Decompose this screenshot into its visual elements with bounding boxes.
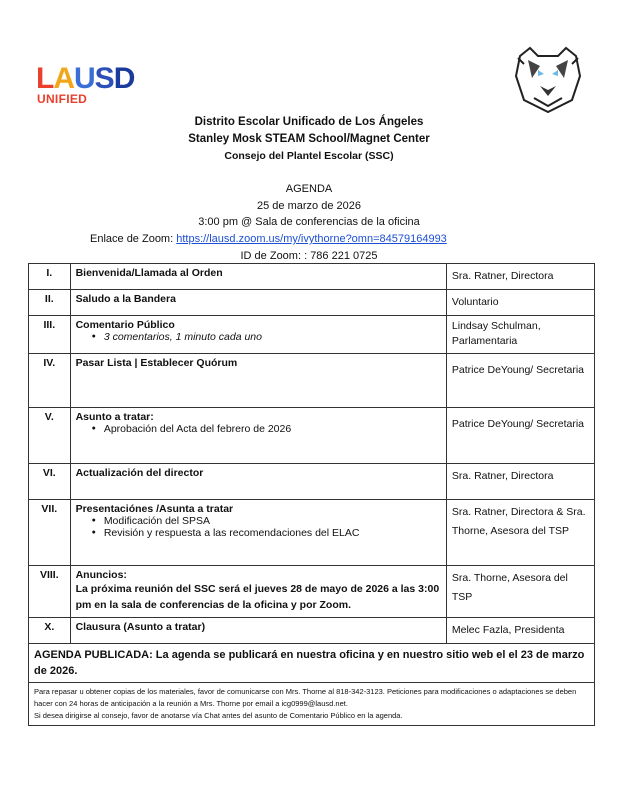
item-number: I. bbox=[29, 264, 71, 290]
published-notice: AGENDA PUBLICADA: La agenda se publicará en nuestra oficina y en nuestro sitio web el el 23 de marzo de 2026. bbox=[34, 649, 585, 677]
item-bullet: ● Modificación del SPSA bbox=[76, 515, 441, 527]
council-name: Consejo del Plantel Escolar (SSC) bbox=[224, 150, 394, 162]
item-presenter: Sra. Ratner, Directora bbox=[446, 464, 594, 500]
logo-subtext: UNIFIED bbox=[37, 92, 88, 106]
announcement-text: La próxima reunión del SSC será el jueves 28 de mayo de 2026 a las 3:00 pm en la sala de conferencias de la oficina y por Zoom. bbox=[75, 583, 440, 611]
table-row bbox=[29, 408, 595, 464]
item-presenter: Lindsay Schulman, Parlamentaria bbox=[446, 316, 594, 354]
item-number: II. bbox=[29, 290, 71, 316]
table-row bbox=[29, 316, 595, 354]
item-title: Clausura (Asunto a tratar) bbox=[75, 621, 206, 633]
item-title: Actualización del director bbox=[75, 467, 204, 479]
item-number: III. bbox=[29, 316, 71, 354]
item-title: Saludo a la Bandera bbox=[75, 293, 176, 305]
zoom-label: Enlace de Zoom: bbox=[90, 233, 174, 245]
agenda-table bbox=[28, 263, 595, 726]
meeting-date: 25 de marzo de 2026 bbox=[257, 200, 361, 212]
item-presenter: Sra. Thorne, Asesora del TSP bbox=[446, 566, 594, 618]
table-row bbox=[29, 500, 595, 566]
item-title: Bienvenida/Llamada al Orden bbox=[75, 267, 223, 279]
table-row bbox=[29, 683, 595, 726]
item-presenter: Patrice DeYoung/ Secretaria bbox=[446, 408, 594, 464]
table-row bbox=[29, 264, 595, 290]
item-bullet: ● Revisión y respuesta a las recomendaciones del ELAC bbox=[76, 527, 441, 539]
item-presenter: Sra. Ratner, Directora & Sra. Thorne, Asesora del TSP bbox=[446, 500, 594, 566]
agenda-title: AGENDA bbox=[285, 183, 333, 195]
item-presenter: Sra. Ratner, Directora bbox=[446, 264, 594, 290]
item-title: Comentario Público bbox=[75, 319, 175, 331]
item-number: IV. bbox=[29, 354, 71, 408]
item-title: Presentaciónes /Asunta a tratar bbox=[75, 503, 234, 515]
zoom-id: ID de Zoom: : 786 221 0725 bbox=[240, 250, 378, 262]
district-name: Distrito Escolar Unificado de Los Ángeles bbox=[194, 116, 424, 128]
item-number: X. bbox=[29, 618, 71, 644]
footer-comment-note: Si desea dirigirse al consejo, favor de anotarse vía Chat antes del asunto de Comentario Público en la agenda. bbox=[34, 711, 403, 720]
table-row bbox=[29, 354, 595, 408]
bear-mascot-icon bbox=[510, 40, 586, 116]
item-number: VI. bbox=[29, 464, 71, 500]
logo-wordmark: LAUSD bbox=[36, 62, 135, 95]
table-row bbox=[29, 618, 595, 644]
table-row bbox=[29, 290, 595, 316]
table-row bbox=[29, 464, 595, 500]
zoom-link-row bbox=[90, 233, 447, 245]
item-presenter: Patrice DeYoung/ Secretaria bbox=[446, 354, 594, 408]
item-presenter: Voluntario bbox=[446, 290, 594, 316]
item-number: VII. bbox=[29, 500, 71, 566]
lausd-logo bbox=[36, 64, 166, 104]
school-name: Stanley Mosk STEAM School/Magnet Center bbox=[188, 133, 430, 145]
item-number: VIII. bbox=[29, 566, 71, 618]
item-bullet: ● 3 comentarios, 1 minuto cada uno bbox=[76, 331, 441, 343]
item-bullet: ● Aprobación del Acta del febrero de 2026 bbox=[76, 423, 441, 435]
footer-materials-note: Para repasar u obtener copias de los materiales, favor de comunicarse con Mrs. Thorne al 818-342-3123. Peticiones para modificaciones o adaptaciones se deben hacer con 24 horas de anticipación a la reunión a Mrs. Thorne por email a icg0999@lausd.net. bbox=[34, 687, 577, 708]
item-presenter: Melec Fazla, Presidenta bbox=[446, 618, 594, 644]
table-row bbox=[29, 644, 595, 683]
table-row bbox=[29, 566, 595, 618]
item-title: Anuncios: bbox=[75, 569, 127, 581]
item-title: Pasar Lista | Establecer Quórum bbox=[75, 357, 238, 369]
meeting-time-place: 3:00 pm @ Sala de conferencias de la oficina bbox=[198, 216, 420, 228]
zoom-link[interactable]: https://lausd.zoom.us/my/ivythorne?omn=84579164993 bbox=[176, 233, 447, 245]
item-number: V. bbox=[29, 408, 71, 464]
item-title: Asunto a tratar: bbox=[75, 411, 154, 423]
